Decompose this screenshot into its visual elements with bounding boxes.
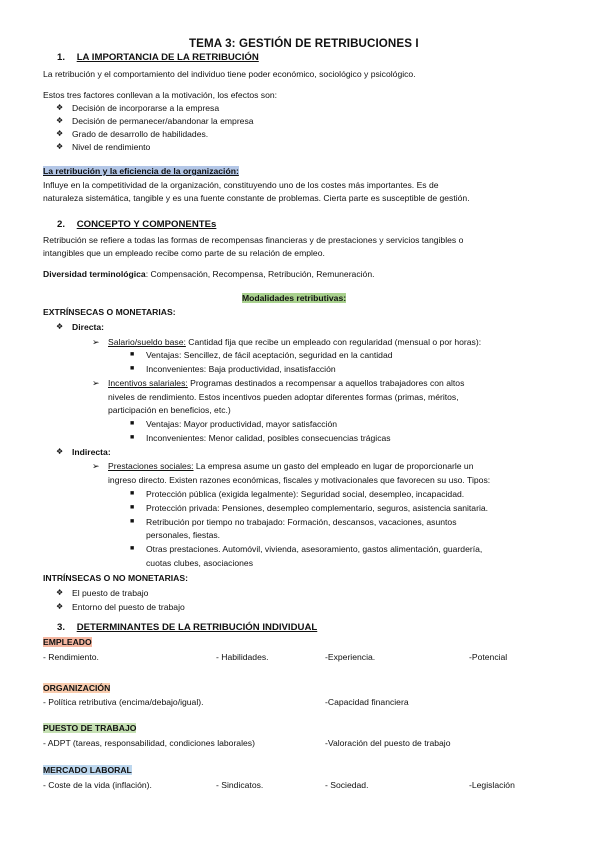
directa-label: Directa: (72, 322, 105, 332)
diamond-bullet-icon: ❖ (56, 602, 64, 611)
list-item: Decisión de permanecer/abandonar la empresa (72, 116, 254, 126)
organizacion-heading: ORGANIZACIÓN (43, 683, 111, 693)
intrinsecas-heading: INTRÍNSECAS O NO MONETARIAS: (43, 573, 188, 583)
diamond-bullet-icon: ❖ (56, 129, 64, 138)
diamond-bullet-icon: ❖ (56, 142, 64, 151)
puesto-heading: PUESTO DE TRABAJO (43, 723, 137, 733)
list-item: Otras prestaciones. Automóvil, vivienda, asesoramiento, gastos alimentación, guardería, (146, 544, 483, 554)
section-1-title: LA IMPORTANCIA DE LA RETRIBUCIÓN (76, 52, 259, 63)
salario-cons: Inconvenientes: Baja productividad, insatisfacción (146, 364, 336, 374)
indirecta-label: Indirecta: (72, 447, 111, 457)
table-cell: - Coste de la vida (inflación). (43, 780, 152, 790)
square-bullet-icon: ■ (130, 545, 135, 552)
section-1-number: 1. (57, 52, 66, 63)
incentivos-line-3: participación en beneficios, etc.) (108, 405, 231, 415)
salario-text: Cantidad fija que recibe un empleado con regularidad (mensual o por horas): (185, 337, 482, 347)
square-bullet-icon: ■ (130, 365, 135, 372)
prestaciones-text-1: La empresa asume un gasto del empleado en lugar de proporcionarle un (193, 461, 474, 471)
table-cell: -Capacidad financiera (325, 697, 409, 707)
list-item: Retribución por tiempo no trabajado: Formación, descansos, vacaciones, asuntos (146, 517, 457, 527)
modalidades-heading: Modalidades retributivas: (242, 293, 347, 303)
salario-label: Salario/sueldo base: (108, 337, 186, 347)
square-bullet-icon: ■ (130, 504, 135, 511)
table-cell: -Legislación (469, 780, 515, 790)
list-item: Nivel de rendimiento (72, 142, 151, 152)
list-item: Grado de desarrollo de habilidades. (72, 129, 209, 139)
table-cell: - ADPT (tareas, responsabilidad, condiciones laborales) (43, 738, 255, 748)
prestaciones-line-2: ingreso directo. Existen razones económicas, fiscales y motivacionales que favorecen su uso. Tipos: (108, 475, 491, 485)
arrow-bullet-icon: ➢ (92, 337, 100, 347)
s1-factors-intro: Estos tres factores conllevan a la motivación, los efectos son: (43, 90, 278, 100)
efficiency-text-line-2: naturaleza sistemática, tangible y es una fuente constante de problemas. Cierta parte es susceptible de gestión. (43, 193, 470, 203)
square-bullet-icon: ■ (130, 490, 135, 497)
table-cell: - Habilidades. (216, 652, 269, 662)
section-2-number: 2. (57, 219, 66, 230)
table-cell: -Experiencia. (325, 652, 376, 662)
section-2-heading (57, 219, 216, 231)
section-2-title: CONCEPTO Y COMPONENTEs (76, 219, 217, 230)
diamond-bullet-icon: ❖ (56, 588, 64, 597)
table-cell: - Política retributiva (encima/debajo/igual). (43, 697, 204, 707)
salario-line (108, 336, 481, 348)
terminology-line (43, 268, 375, 280)
definition-line-2: intangibles que un empleado recibe como parte de su relación de empleo. (43, 248, 325, 258)
table-cell: -Valoración del puesto de trabajo (325, 738, 451, 748)
mercado-heading: MERCADO LABORAL (43, 765, 132, 775)
incentivos-text-1: Programas destinados a recompensar a aquellos trabajadores con altos (187, 378, 465, 388)
arrow-bullet-icon: ➢ (92, 378, 100, 388)
incentivos-pros: Ventajas: Mayor productividad, mayor satisfacción (146, 419, 338, 429)
square-bullet-icon: ■ (130, 420, 135, 427)
square-bullet-icon: ■ (130, 518, 135, 525)
prestaciones-line-1 (108, 460, 473, 472)
definition-line-1: Retribución se refiere a todas las formas de recompensas financieras y de prestaciones y servicios tangibles o (43, 235, 464, 245)
table-cell: -Potencial (469, 652, 508, 662)
diamond-bullet-icon: ❖ (56, 116, 64, 125)
s1-intro: La retribución y el comportamiento del individuo tiene poder económico, sociológico y psicológico. (43, 69, 416, 79)
salario-pros: Ventajas: Sencillez, de fácil aceptación, seguridad en la cantidad (146, 350, 393, 360)
page-title: TEMA 3: GESTIÓN DE RETRIBUCIONES I (189, 37, 419, 50)
list-item: Protección pública (exigida legalmente): Seguridad social, desempleo, incapacidad. (146, 489, 465, 499)
arrow-bullet-icon: ➢ (92, 461, 100, 471)
incentivos-label: Incentivos salariales: (108, 378, 188, 388)
incentivos-line-1 (108, 377, 464, 389)
section-1-heading (57, 52, 259, 64)
empleado-heading: EMPLEADO (43, 637, 92, 647)
section-3-number: 3. (57, 622, 66, 633)
list-item: Protección privada: Pensiones, desempleo complementario, seguros, asistencia sanitaria. (146, 503, 489, 513)
incentivos-cons: Inconvenientes: Menor calidad, posibles consecuencias trágicas (146, 433, 391, 443)
section-3-title: DETERMINANTES DE LA RETRIBUCIÓN INDIVIDUAL (76, 622, 318, 633)
terminology-text: : Compensación, Recompensa, Retribución, Remuneración. (145, 269, 375, 279)
incentivos-line-2: niveles de rendimiento. Estos incentivos pueden adoptar diferentes formas (primas, méritos, (108, 392, 459, 402)
list-item: Entorno del puesto de trabajo (72, 602, 185, 612)
table-cell: - Sindicatos. (216, 780, 264, 790)
list-item-continuation: cuotas clubes, asociaciones (146, 558, 254, 568)
list-item: El puesto de trabajo (72, 588, 149, 598)
diamond-bullet-icon: ❖ (56, 447, 64, 456)
list-item: Decisión de incorporarse a la empresa (72, 103, 220, 113)
section-3-heading (57, 622, 317, 634)
terminology-label: Diversidad terminológica (43, 269, 146, 279)
list-item-continuation: personales, fiestas. (146, 530, 221, 540)
prestaciones-label: Prestaciones sociales: (108, 461, 194, 471)
extrinsecas-heading: EXTRÍNSECAS O MONETARIAS: (43, 307, 176, 317)
diamond-bullet-icon: ❖ (56, 322, 64, 331)
diamond-bullet-icon: ❖ (56, 103, 64, 112)
efficiency-text-line-1: Influye en la competitividad de la organización, constituyendo uno de los costes más importantes. Es de (43, 180, 439, 190)
square-bullet-icon: ■ (130, 434, 135, 441)
efficiency-heading: La retribución y la eficiencia de la organización: (43, 166, 239, 176)
square-bullet-icon: ■ (130, 351, 135, 358)
table-cell: - Sociedad. (325, 780, 369, 790)
table-cell: - Rendimiento. (43, 652, 99, 662)
